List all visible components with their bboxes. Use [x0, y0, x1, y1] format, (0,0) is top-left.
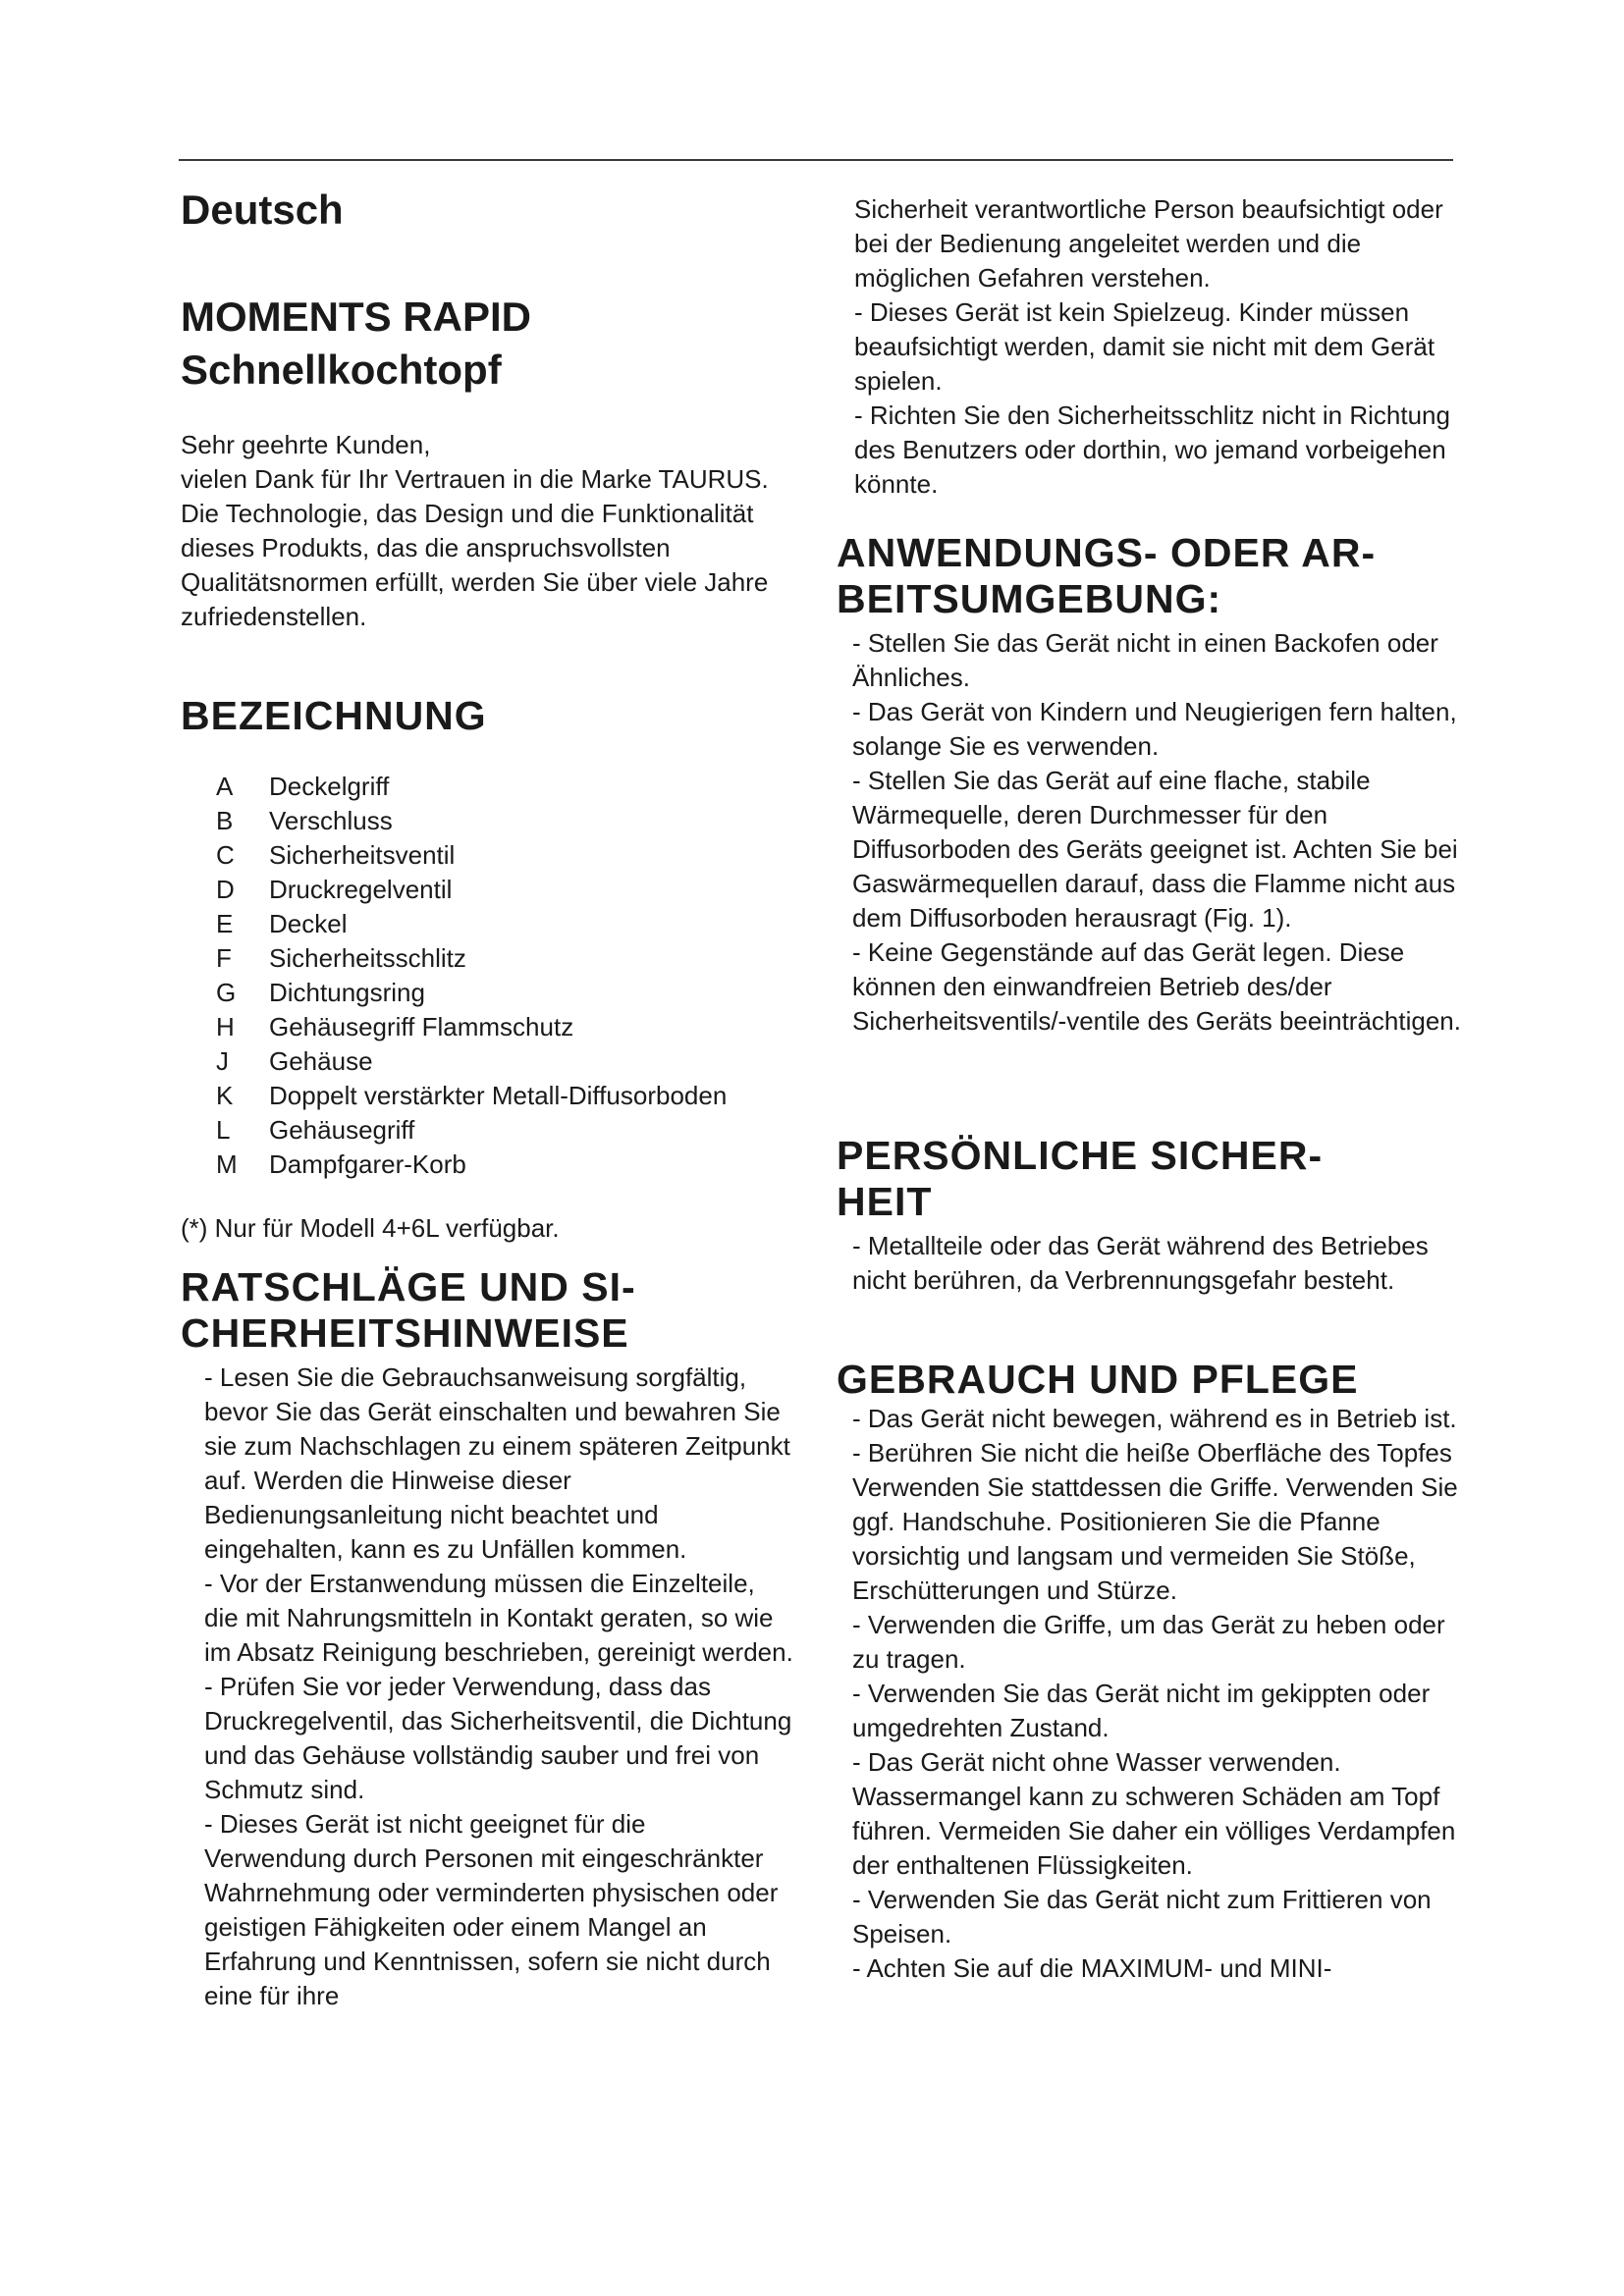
intro-text: [181, 428, 789, 634]
environment-body: [852, 626, 1471, 1039]
personal-heading-line2: HEIT: [837, 1179, 933, 1224]
safety-item: - Lesen Sie die Gebrauchsanweisung sorgfältig, bevor Sie das Gerät einschalten und bewahren Sie sie zum Nachschlagen zu einem späteren Zeitpunkt auf. Werden die Hinweise dieser Bedienungsanleitung nicht beachtet und eingehalten, kann es zu Unfällen kommen.: [204, 1362, 790, 1564]
list-item: [216, 1113, 727, 1148]
usage-item: - Verwenden die Griffe, um das Gerät zu heben oder zu tragen.: [852, 1610, 1445, 1674]
part-letter: F: [216, 943, 232, 973]
usage-item: - Verwenden Sie das Gerät nicht zum Frittieren von Speisen.: [852, 1885, 1432, 1949]
safety-heading: [181, 1264, 636, 1357]
list-item: [216, 838, 727, 873]
part-letter: L: [216, 1115, 231, 1145]
product-title: [181, 291, 531, 397]
environment-heading-line2: BEITSUMGEBUNG:: [837, 576, 1222, 621]
language-heading: Deutsch: [181, 187, 344, 233]
part-letter: M: [216, 1149, 238, 1179]
part-label: Sicherheitsventil: [269, 840, 456, 870]
safety-item: - Dieses Gerät ist kein Spielzeug. Kinder müssen beaufsichtigt werden, damit sie nicht mit dem Gerät spielen.: [854, 297, 1435, 396]
usage-body: [852, 1402, 1471, 1986]
intro-thanks: vielen Dank für Ihr Vertrauen in die Marke TAURUS.: [181, 464, 769, 494]
top-rule: [179, 159, 1453, 161]
part-letter: A: [216, 772, 234, 801]
part-letter: E: [216, 909, 234, 938]
list-item: [216, 1044, 727, 1079]
part-label: Dampfgarer-Korb: [269, 1149, 466, 1179]
list-item: [216, 1010, 727, 1044]
usage-item: - Berühren Sie nicht die heiße Oberfläche des Topfes Verwenden Sie stattdessen die Griffe. Verwenden Sie ggf. Handschuhe. Positionieren Sie die Pfanne vorsichtig und langsam und vermeiden Sie Stöße, Erschütterungen und Stürze.: [852, 1438, 1458, 1605]
safety-body: [204, 1361, 793, 2013]
safety-item: - Vor der Erstanwendung müssen die Einzelteile, die mit Nahrungsmitteln in Kontakt geraten, so wie im Absatz Reinigung beschrieben, gereinigt werden.: [204, 1569, 793, 1667]
safety-item-partial: - Dieses Gerät ist nicht geeignet für die Verwendung durch Personen mit eingeschränkter Wahrnehmung oder verminderten physischen oder geistigen Fähigkeiten oder einem Mangel an Erfahrung und Kenntnissen, sofern sie nicht durch eine für ihre: [204, 1809, 779, 2010]
part-letter: G: [216, 978, 237, 1007]
part-label: Gehäuse: [269, 1046, 373, 1076]
environment-heading-line1: ANWENDUNGS- ODER AR-: [837, 530, 1377, 575]
list-item: [216, 907, 727, 941]
part-label: Doppelt verstärkter Metall-Diffusorboden: [269, 1081, 728, 1110]
personal-heading: [837, 1133, 1323, 1225]
environment-heading: [837, 530, 1376, 622]
part-label: Gehäusegriff Flammschutz: [269, 1012, 574, 1041]
part-label: Druckregelventil: [269, 875, 453, 904]
product-name: MOMENTS RAPID: [181, 294, 531, 340]
list-item: [216, 770, 727, 804]
part-letter: D: [216, 875, 235, 904]
part-label: Sicherheitsschlitz: [269, 943, 466, 973]
part-letter: C: [216, 840, 235, 870]
personal-heading-line1: PERSÖNLICHE SICHER-: [837, 1133, 1324, 1178]
usage-item: - Das Gerät nicht bewegen, während es in Betrieb ist.: [852, 1404, 1457, 1433]
environment-item: - Das Gerät von Kindern und Neugierigen fern halten, solange Sie es verwenden.: [852, 697, 1457, 761]
parts-list: [216, 770, 727, 1182]
usage-item: - Verwenden Sie das Gerät nicht im gekippten oder umgedrehten Zustand.: [852, 1679, 1431, 1742]
list-item: [216, 1148, 727, 1182]
environment-item: - Stellen Sie das Gerät nicht in einen Backofen oder Ähnliches.: [852, 628, 1438, 692]
intro-greeting: Sehr geehrte Kunden,: [181, 430, 431, 459]
product-type: Schnellkochtopf: [181, 347, 502, 393]
part-letter: B: [216, 806, 234, 835]
personal-item: - Metallteile oder das Gerät während des Betriebes nicht berühren, da Verbrennungsgefahr besteht.: [852, 1231, 1429, 1295]
list-item: [216, 941, 727, 976]
list-item: [216, 1079, 727, 1113]
safety-continued: [854, 192, 1473, 502]
intro-description: Die Technologie, das Design und die Funktionalität dieses Produkts, das die anspruchsvollsten Qualitätsnormen erfüllt, werden Sie über viele Jahre zufriedenstellen.: [181, 499, 769, 631]
usage-item: - Das Gerät nicht ohne Wasser verwenden. Wassermangel kann zu schweren Schäden am Topf führen. Vermeiden Sie daher ein völliges Verdampfen der enthaltenen Flüssigkeiten.: [852, 1747, 1456, 1880]
part-letter: H: [216, 1012, 235, 1041]
usage-item: - Achten Sie auf die MAXIMUM- und MINI-: [852, 1953, 1332, 1983]
part-label: Deckelgriff: [269, 772, 390, 801]
safety-heading-line2: CHERHEITSHINWEISE: [181, 1310, 629, 1356]
designation-heading: BEZEICHNUNG: [181, 693, 487, 738]
safety-item-continued: Sicherheit verantwortliche Person beaufsichtigt oder bei der Bedienung angeleitet werden und die möglichen Gefahren verstehen.: [854, 194, 1443, 293]
safety-item: - Prüfen Sie vor jeder Verwendung, dass das Druckregelventil, das Sicherheitsventil, die Dichtung und das Gehäuse vollständig sauber und frei von Schmutz sind.: [204, 1672, 792, 1804]
safety-heading-line1: RATSCHLÄGE UND SI-: [181, 1264, 636, 1309]
environment-item: - Keine Gegenstände auf das Gerät legen. Diese können den einwandfreien Betrieb des/der Sicherheitsventils/-ventile des Geräts beeinträchtigen.: [852, 937, 1461, 1036]
list-item: [216, 804, 727, 838]
safety-item: - Richten Sie den Sicherheitsschlitz nicht in Richtung des Benutzers oder dorthin, wo jemand vorbeigehen könnte.: [854, 400, 1450, 499]
part-label: Deckel: [269, 909, 348, 938]
list-item: [216, 873, 727, 907]
part-label: Verschluss: [269, 806, 393, 835]
model-note: (*) Nur für Modell 4+6L verfügbar.: [181, 1213, 560, 1243]
part-letter: K: [216, 1081, 234, 1110]
environment-item: - Stellen Sie das Gerät auf eine flache, stabile Wärmequelle, deren Durchmesser für den Diffusorboden des Geräts geeignet ist. Achten Sie bei Gaswärmequellen darauf, dass die Flamme nicht aus dem Diffusorboden herausragt (Fig. 1).: [852, 766, 1458, 933]
list-item: [216, 976, 727, 1010]
usage-heading: GEBRAUCH UND PFLEGE: [837, 1357, 1359, 1402]
part-letter: J: [216, 1046, 229, 1076]
part-label: Gehäusegriff: [269, 1115, 415, 1145]
personal-body: [852, 1229, 1471, 1298]
part-label: Dichtungsring: [269, 978, 425, 1007]
